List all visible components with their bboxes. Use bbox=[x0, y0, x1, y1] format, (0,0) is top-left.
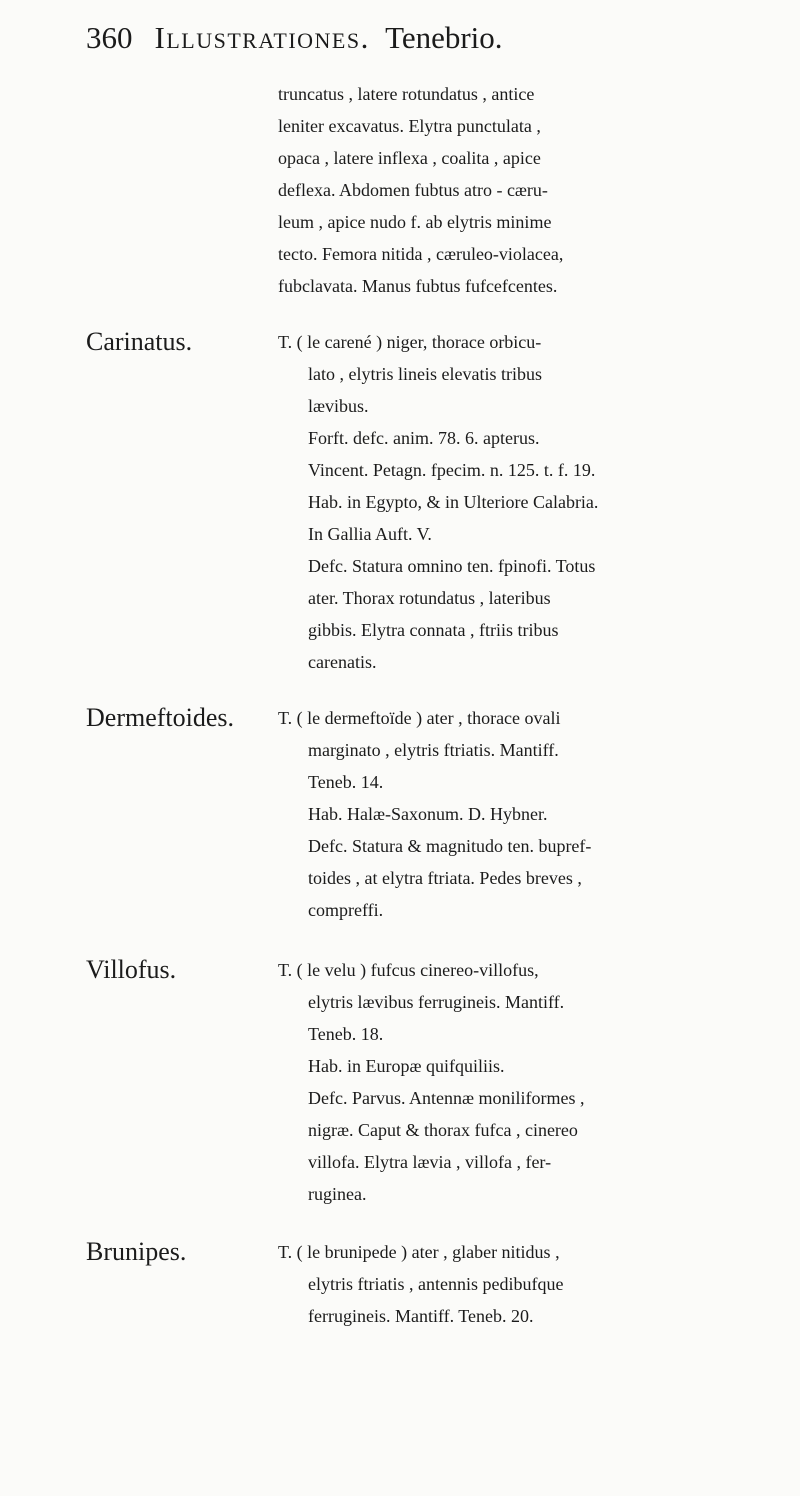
entry-line: Hab. in Egypto, & in Ulteriore Calabria. bbox=[308, 492, 599, 512]
entry-line: ater. Thorax rotundatus , lateribus bbox=[308, 588, 551, 608]
running-head bbox=[86, 20, 766, 56]
entry-line: T. ( le brunipede ) ater , glaber nitidus , bbox=[278, 1242, 560, 1262]
entry-line: lævibus. bbox=[308, 396, 369, 416]
entry-line: ferrugineis. Mantiff. Teneb. 20. bbox=[308, 1306, 534, 1326]
entry-line: marginato , elytris ftriatis. Mantiff. bbox=[308, 740, 559, 760]
intro-line: tecto. Femora nitida , cæruleo-violacea, bbox=[278, 244, 564, 264]
entry-line: nigræ. Caput & thorax fufca , cinereo bbox=[308, 1120, 578, 1140]
intro-line: truncatus , latere rotundatus , antice bbox=[278, 84, 535, 104]
species-name: Brunipes. bbox=[86, 1237, 187, 1266]
entry-line: Teneb. 14. bbox=[308, 772, 384, 792]
section-title: Tenebrio. bbox=[385, 20, 503, 55]
species-name: Carinatus. bbox=[86, 327, 193, 356]
entry-line: Defc. Statura & magnitudo ten. bupref- bbox=[308, 836, 592, 856]
entry-line: Vincent. Petagn. fpecim. n. 125. t. f. 19. bbox=[308, 460, 596, 480]
entry-line: carenatis. bbox=[308, 652, 377, 672]
page-number: 360 bbox=[86, 20, 133, 55]
entry-line: compreffi. bbox=[308, 900, 384, 920]
entry-line: elytris lævibus ferrugineis. Mantiff. bbox=[308, 992, 565, 1012]
entry-line: Teneb. 18. bbox=[308, 1024, 384, 1044]
intro-line: fubclavata. Manus fubtus fufcefcentes. bbox=[278, 276, 558, 296]
intro-line: leum , apice nudo f. ab elytris minime bbox=[278, 212, 552, 232]
entry-line: Defc. Parvus. Antennæ moniliformes , bbox=[308, 1088, 585, 1108]
entry-line: In Gallia Auft. V. bbox=[308, 524, 432, 544]
entry-line: Forft. defc. anim. 78. 6. apterus. bbox=[308, 428, 540, 448]
entry-line: elytris ftriatis , antennis pedibufque bbox=[308, 1274, 564, 1294]
entry-line: toides , at elytra ftriata. Pedes breves , bbox=[308, 868, 582, 888]
entry-line: villofa. Elytra lævia , villofa , fer- bbox=[308, 1152, 552, 1172]
entry-line: T. ( le dermeftoïde ) ater , thorace ovali bbox=[278, 708, 561, 728]
intro-line: leniter excavatus. Elytra punctulata , bbox=[278, 116, 541, 136]
running-title: Illustrationes. bbox=[154, 20, 370, 55]
species-name: Villofus. bbox=[86, 955, 177, 984]
entry-line: Hab. in Europæ quifquiliis. bbox=[308, 1056, 505, 1076]
entry-line: Defc. Statura omnino ten. fpinofi. Totus bbox=[308, 556, 596, 576]
species-name: Dermeftoides. bbox=[86, 703, 235, 732]
entry-line: Hab. Halæ-Saxonum. D. Hybner. bbox=[308, 804, 548, 824]
entry-line: gibbis. Elytra connata , ftriis tribus bbox=[308, 620, 559, 640]
entry-line: lato , elytris lineis elevatis tribus bbox=[308, 364, 542, 384]
entry-line: ruginea. bbox=[308, 1184, 367, 1204]
intro-line: deflexa. Abdomen fubtus atro - cæru- bbox=[278, 180, 548, 200]
intro-line: opaca , latere inflexa , coalita , apice bbox=[278, 148, 541, 168]
entry-line: T. ( le velu ) fufcus cinereo-villofus, bbox=[278, 960, 539, 980]
entry-line: T. ( le carené ) niger, thorace orbicu- bbox=[278, 332, 542, 352]
